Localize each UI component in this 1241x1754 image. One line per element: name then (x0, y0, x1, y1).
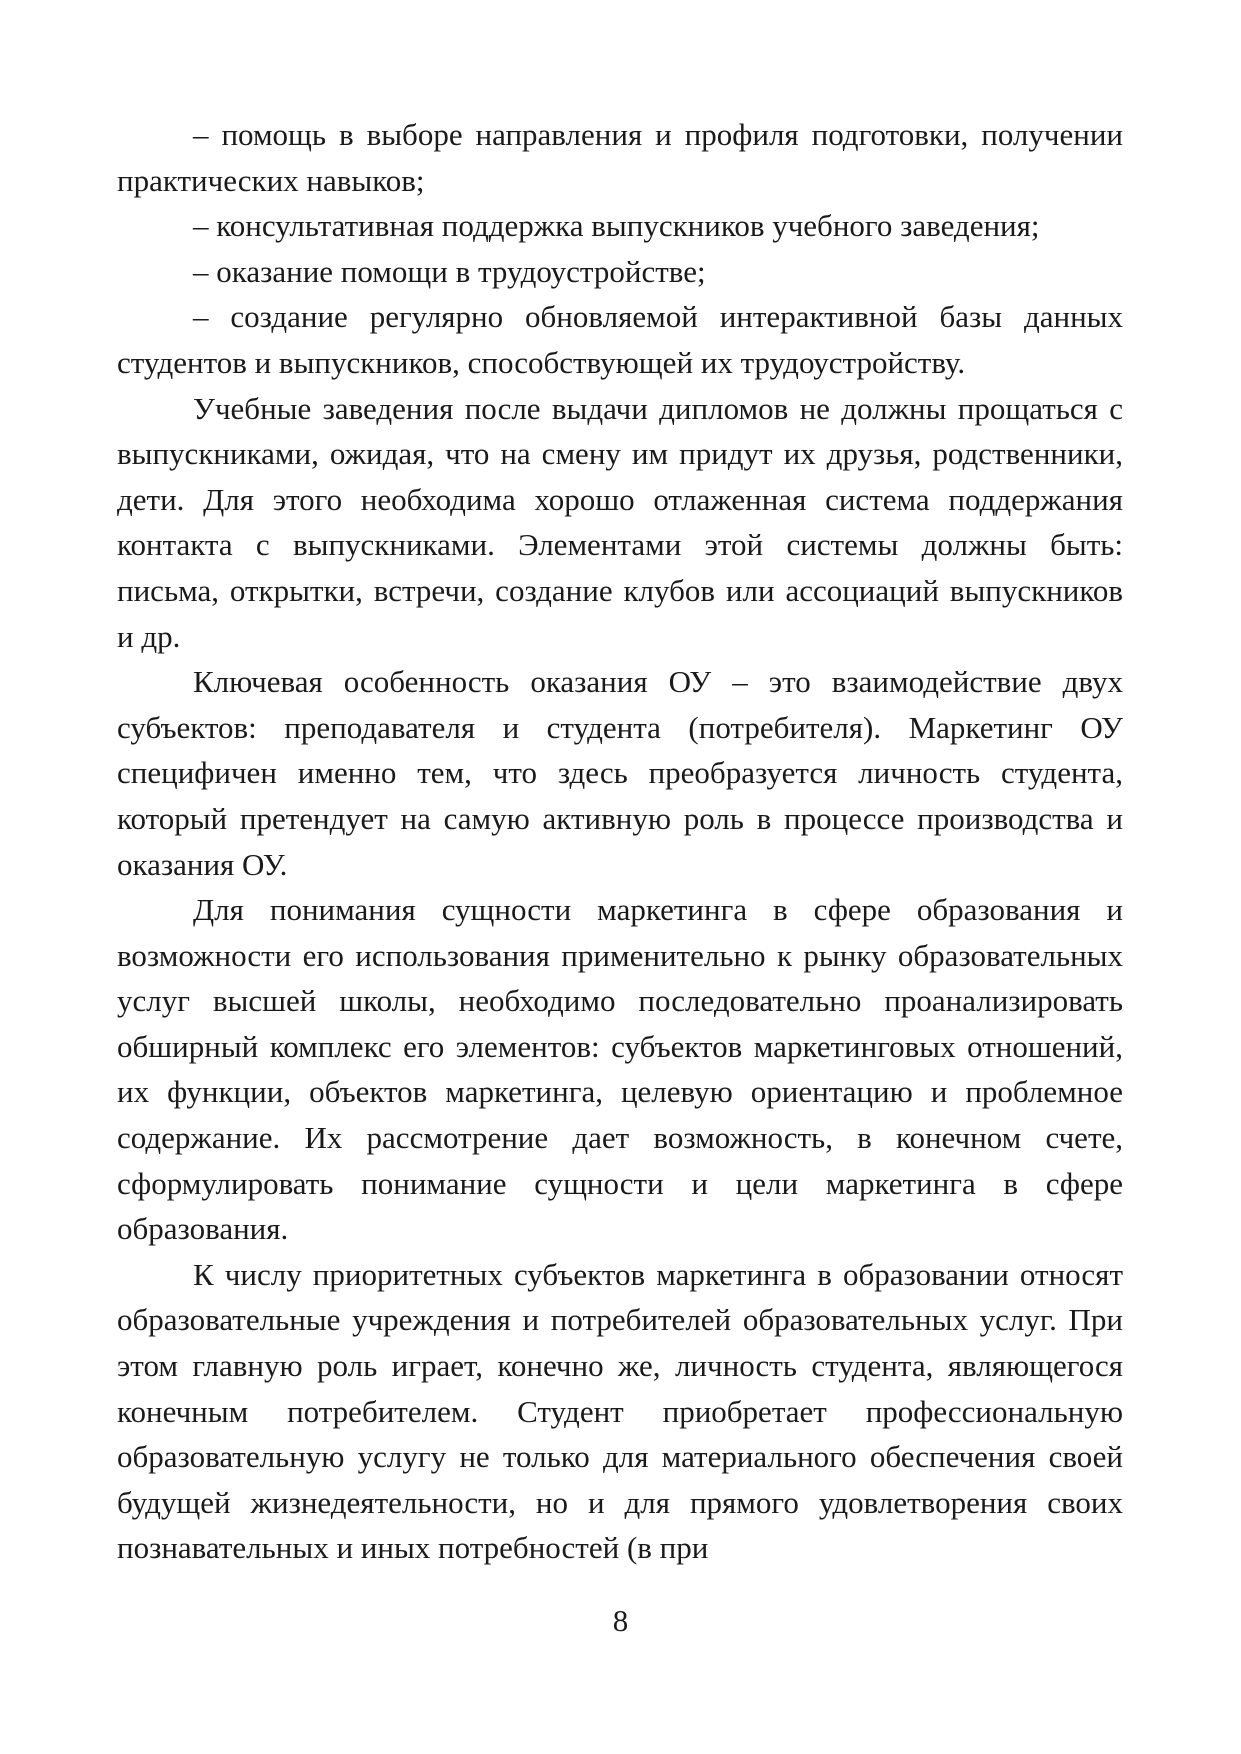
list-item-paragraph: – консультативная поддержка выпускников учебного заведения; (193, 208, 1040, 244)
list-item-paragraph: – создание регулярно обновляемой интерактивной базы данных студентов и выпускников, способствующей их трудоустройству. (117, 299, 1123, 380)
page-number: 8 (612, 1603, 629, 1638)
list-item-paragraph: – помощь в выборе направления и профиля подготовки, получении практических навыков; (117, 117, 1123, 198)
body-paragraph: К числу приоритетных субъектов маркетинга в образовании относят образовательные учреждения и потребителей образовательных услуг. При этом главную роль играет, конечно же, личность студента, являющегося конечным потребителем. Студент приобретает профессиональную образовательную услугу не только для материального обеспечения своей будущей жизнедеятельности, но и для прямого удовлетворения своих познавательных и иных потребностей (в при (117, 1256, 1123, 1566)
page-body (117, 112, 1123, 1571)
body-paragraph: Учебные заведения после выдачи дипломов не должны прощаться с выпускниками, ожидая, что на смену им придут их друзья, родственники, дети. Для этого необходима хорошо отлаженная система поддержания контакта с выпускниками. Элементами этой системы должны быть: письма, открытки, встречи, создание клубов или ассоциаций выпускников и др. (117, 390, 1123, 654)
body-paragraph: Для понимания сущности маркетинга в сфере образования и возможности его использования применительно к рынку образовательных услуг высшей школы, необходимо последовательно проанализировать обширный комплекс его элементов: субъектов маркетинговых отношений, их функции, объектов маркетинга, целевую ориентацию и проблемное содержание. Их рассмотрение дает возможность, в конечном счете, сформулировать понимание сущности и цели маркетинга в сфере образования. (117, 892, 1123, 1247)
list-item-paragraph: – оказание помощи в трудоустройстве; (193, 253, 706, 289)
body-paragraph: Ключевая особенность оказания ОУ – это взаимодействие двух субъектов: преподавателя и студента (потребителя). Маркетинг ОУ специфичен именно тем, что здесь преобразуется личность студента, который претендует на самую активную роль в процессе производства и оказания ОУ. (117, 664, 1123, 882)
